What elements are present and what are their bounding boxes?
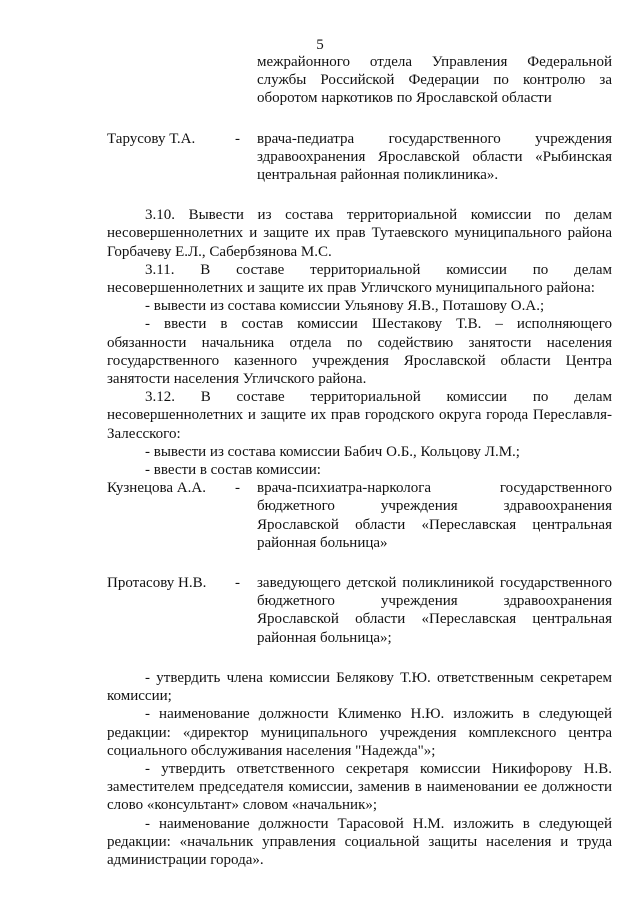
- paragraph-bullet: - вывести из состава комиссии Бабич О.Б., Кольцову Л.М.;: [145, 443, 520, 460]
- person-position: заведующего детской поликлиникой государственного бюджетного учреждения здравоохранения Ярославской области «Переславская центральная районная больница»;: [257, 575, 612, 646]
- person-entry: [107, 130, 612, 185]
- person-position: врача-педиатра государственного учреждения здравоохранения Ярославской области «Рыбинская центральная районная поликлиника».: [257, 130, 612, 184]
- spacer: [107, 108, 612, 130]
- spacer: [107, 184, 612, 206]
- person-position: врача-психиатра-нарколога государственного бюджетного учреждения здравоохранения Ярославской области «Переславская центральная районная больница»: [257, 480, 612, 551]
- document-body: [107, 53, 612, 869]
- paragraph-3-12: 3.12. В составе территориальной комиссии по делам несовершеннолетних и защите их прав городского округа города Переславля-Залесского:: [107, 389, 612, 442]
- paragraph-bullet: - ввести в состав комиссии Шестакову Т.В. – исполняющего обязанности начальника отдела по содействию занятости населения государственного казенного учреждения Ярославской области Центра занятости населения Угличского района.: [107, 316, 612, 388]
- paragraph-bullet: - ввести в состав комиссии:: [145, 462, 321, 479]
- person-entry: [107, 479, 612, 552]
- person-name: Тарусову Т.А.: [107, 130, 196, 147]
- paragraph-bullet: - наименование должности Клименко Н.Ю. изложить в следующей редакции: «директор муниципального учреждения комплексного центра социального обслуживания населения "Надежда"»;: [107, 706, 612, 759]
- paragraph-bullet: - утвердить ответственного секретаря комиссии Никифорову Н.В. заместителем председателя комиссии, заменив в наименовании ее должности слово «консультант» словом «начальник»;: [107, 760, 612, 814]
- spacer: [107, 647, 612, 669]
- paragraph-3-10: 3.10. Вывести из состава территориальной комиссии по делам несовершеннолетних и защите их прав Тутаевского муниципального района Горбачеву Е.Л., Сабербзянова М.С.: [107, 207, 612, 260]
- person-name: Кузнецова А.А.: [107, 480, 206, 497]
- paragraph-bullet: - утвердить члена комиссии Белякову Т.Ю. ответственным секретарем комиссии;: [107, 669, 612, 705]
- paragraph-bullet: - вывести из состава комиссии Ульянову Я.В., Поташову О.А.;: [145, 298, 545, 315]
- spacer: [107, 552, 612, 574]
- continued-position-text: межрайонного отдела Управления Федеральной службы Российской Федерации по контролю за оборотом наркотиков по Ярославской области: [257, 54, 612, 107]
- person-entry: [107, 574, 612, 647]
- paragraph-bullet: - наименование должности Тарасовой Н.М. изложить в следующей редакции: «начальник управления социальной защиты населения и труда администрации города».: [107, 815, 612, 868]
- person-dash: -: [235, 575, 240, 592]
- person-name: Протасову Н.В.: [107, 575, 207, 592]
- page-number: 5: [316, 37, 324, 53]
- person-dash: -: [235, 130, 240, 147]
- person-dash: -: [235, 480, 240, 497]
- paragraph-3-11: 3.11. В составе территориальной комиссии по делам несовершеннолетних и защите их прав Угличского муниципального района:: [107, 261, 612, 297]
